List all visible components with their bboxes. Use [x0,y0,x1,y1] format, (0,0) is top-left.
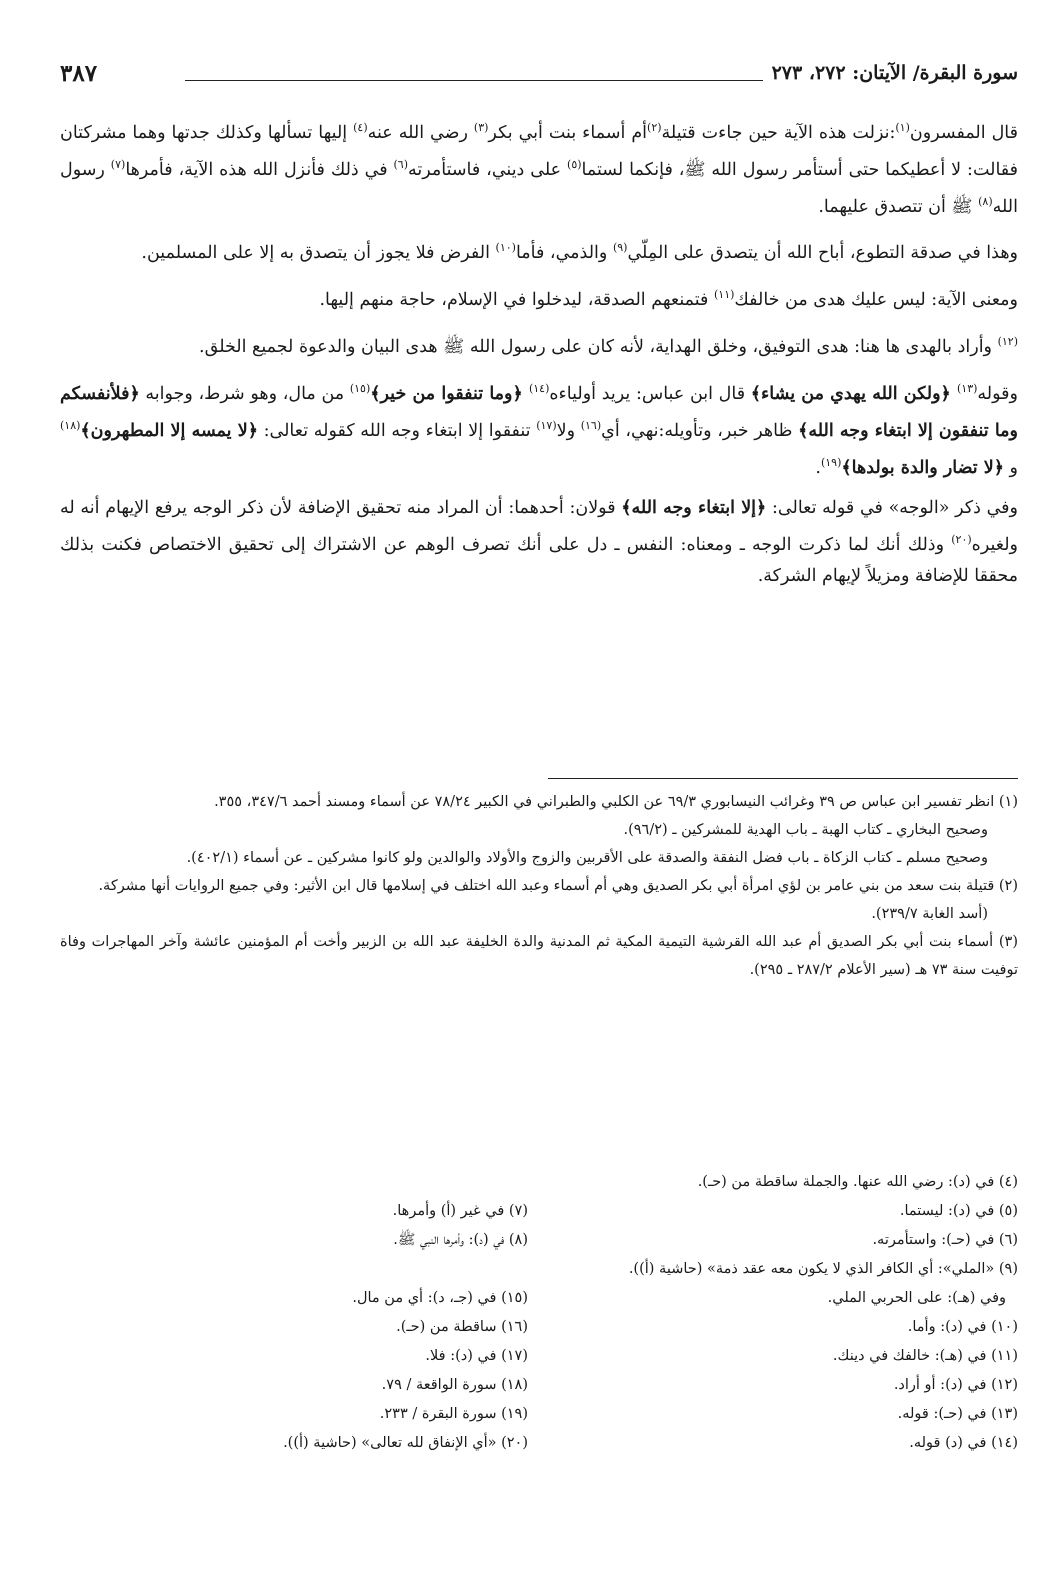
footnote-ref: (٤) [353,121,368,134]
page-header [60,58,1018,98]
text-run: رضي الله عنه [367,122,474,143]
footnote-ref: (١٤) [528,381,550,395]
quran-quote: ﴿لا يمسه إلا المطهرون﴾ [80,420,258,441]
text-run: وفي ذكر «الوجه» في قوله تعالى: [766,498,1018,519]
footnote-ref: (٩) [612,241,628,255]
text-run: ﷺ أن تتصدق عليهما. [818,196,979,217]
footnote-18: (١٨) سورة الواقعة / ٧٩. [381,1377,528,1393]
paragraph-5 [60,373,1018,483]
text-run: الفرض فلا يجوز أن يتصدق به إلا على المسلمين. [141,243,496,264]
column-spacer [68,1255,528,1284]
paragraph-1 [60,112,1018,222]
running-title: سورة البقرة/ الآيتان: ٢٧٢، ٢٧٣ [771,62,1018,84]
footnote-ref: (١٦) [580,418,602,432]
footnote-4: (٤) في (د): رضي الله عنها. والجملة ساقطة من (حـ). [697,1174,1018,1190]
text-run: ومعنى الآية: ليس عليك هدى من خالفك [734,290,1018,311]
footnote-column-left [68,1168,528,1458]
footnote-5: (٥) في (د): ليستما. [899,1203,1018,1219]
text-run: من مال، وهو شرط، وجوابه [139,383,350,404]
footnote-11: (١١) في (هـ): خالفك في دينك. [832,1348,1018,1364]
text-run: :نزلت هذه الآية حين جاءت قتيلة [661,122,896,143]
text-run: في ذلك فأنزل الله هذه الآية، فأمرها [125,159,394,180]
footnote-ref: (٣) [473,121,489,134]
footnote-ref: (١) [895,121,910,134]
footnote-ref: (٢٠) [951,533,972,547]
footnote-15: (١٥) في (جـ، د): أي من مال. [352,1290,528,1306]
text-run: فتمنعهم الصدقة، ليدخلوا في الإسلام، حاجة منهم إليها. [319,290,714,311]
text-run: والذمي، فأما [515,243,613,264]
footnote-ref: (٢) [647,121,662,134]
text-run: تنفقوا إلا ابتغاء وجه الله كقوله تعالى: [257,420,537,441]
footnote-10: (١٠) في (د): وأما. [907,1319,1018,1335]
text-run: قولان: أحدهما: أن المراد منه تحقيق الإضافة لأن ذكر الوجه يرفع الإيهام أنه له ولغيره [60,498,1018,556]
text-run: وذلك أنك لما ذكرت الوجه ـ ومعناه: النفس ـ دل على أنك تصرف الوهم عن الاشتراك إلى تحقيق الاختصاص فكنت بذلك محققا للإضافة ومزيلاً لإيهام الشركة. [60,535,1018,587]
text-run: وقوله [977,383,1018,404]
footnote-6: (٦) في (حـ): واستأمرته. [872,1232,1018,1248]
footnote-12: (١٢) في (د): أو أراد. [893,1377,1018,1393]
footnote-ref: (١٢) [997,335,1018,349]
text-run: ولا [556,420,581,441]
footnote-2: (٢) قتيلة بنت سعد من بني عامر بن لؤي امرأة أبي بكر الصديق وهي أم أسماء وعبد الله اختلف في إسلامها قال ابن الأثير: وفي جميع الروايات أنها مشركة. [98,878,1018,894]
quran-quote: ﴿لا تضار والدة بولدها﴾ [841,457,1004,478]
text-run: وأراد بالهدى ها هنا: هدى التوفيق، وخلق الهداية، لأنه كان على رسول الله ﷺ هدى البيان والدعوة لجميع الخلق. [199,336,998,357]
text-run: ظاهر خبر، وتأويله:نهي، أي [601,420,799,441]
footnote-column-right [548,1168,1018,1458]
header-rule [185,80,763,81]
quran-quote: ﴿ولكن الله يهدي من يشاء﴾ [750,383,957,404]
footnote-ref: (٧) [110,157,126,171]
footnote-ref: (١٩) [820,455,842,469]
footnote-1-bukhari: وصحيح البخاري ـ كتاب الهبة ـ باب الهدية للمشركين ـ (٩٦/٢). [623,822,988,838]
footnote-1: (١) انظر تفسير ابن عباس ص ٣٩ وغرائب النيسابوري ٦٩/٣ عن الكلبي والطبراني في الكبير ٧٨/٢٤ عن أسماء ومسند أحمد ٣٤٧/٦، ٣٥٥. [214,794,1018,810]
footnote-ref: (٥) [567,157,582,171]
text-run: قال المفسرون [909,122,1019,143]
footnote-ref: (١٧) [536,418,557,432]
footnote-3: (٣) أسماء بنت أبي بكر الصديق أم عبد الله القرشية التيمية المكية ثم المدنية والدة الخليفة عبد الله بن الزبير وأخت أم المؤمنين عائشة وآخر المهاجرات وفاة توفيت سنة ٧٣ هـ (سير الأعلام ٢٨٧/٢ ـ ٢٩٥). [60,934,1018,978]
paragraph-3 [60,279,1018,316]
footnote-7: (٧) في غير (أ) وأمرها. [392,1203,528,1219]
footnote-ref: (١١) [713,288,735,302]
text-run: و [1003,457,1018,478]
footnote-ref: (٨) [978,194,993,208]
quran-quote: ﴿وما تنفقوا من خير﴾ [370,383,529,404]
paragraph-2 [60,232,1018,269]
text-run: وهذا في صدقة التطوع، أباح الله أن يتصدق على المِلّي [627,243,1018,264]
footnote-8: (٨) في (د): وأمرها النبي ﷺ. [393,1232,528,1248]
footnote-2-source: (أسد الغابة ٢٣٩/٧). [871,906,988,922]
footnote-9: (٩) «الملي»: أي الكافر الذي لا يكون معه عقد ذمة» (حاشية (أ)). [628,1261,1018,1277]
footnote-17: (١٧) في (د): فلا. [425,1348,528,1364]
footnote-9-variant: وفي (هـ): على الحربي الملي. [827,1290,1006,1306]
footnote-19: (١٩) سورة البقرة / ٢٣٣. [379,1406,528,1422]
footnote-ref: (١٠) [495,241,516,255]
paragraph-4 [60,326,1018,363]
footnote-20: (٢٠) «أي الإنفاق لله تعالى» (حاشية (أ)). [283,1435,528,1451]
footnote-1-muslim: وصحيح مسلم ـ كتاب الزكاة ـ باب فضل النفقة والصدقة على الأقربين والزوج والأولاد والوالدين ولو كانوا مشركين ـ عن أسماء (٤٠٢/١). [186,850,988,866]
footnote-14: (١٤) في (د) قوله. [909,1435,1018,1451]
footnote-ref: (١٥) [349,381,371,395]
text-run: أم أسماء بنت أبي بكر [488,122,648,143]
text-run: إليها تسألها وكذلك جدتها وهما مشركتان فقالت: لا أعطيكما حتى أستأمر رسول الله ﷺ، فإنكما لستما [60,122,1019,180]
text-run: قال ابن عباس: يريد أولياءه [549,383,751,404]
footnotes [60,788,1018,984]
paragraph-6 [60,493,1018,592]
footnote-separator [548,778,1018,779]
footnote-ref: (١٣) [957,381,978,395]
footnote-ref: (٦) [393,157,408,171]
footnote-16: (١٦) ساقطة من (حـ). [396,1319,528,1335]
quran-quote: ﴿إلا ابتغاء وجه الله﴾ [621,498,767,519]
text-run: رسول الله [60,159,1018,217]
text-run: على ديني، فاستأمرته [408,159,568,180]
quran-quote: ﴿فلأنفسكم وما تنفقون إلا ابتغاء وجه الله﴾ [60,383,1018,441]
main-text [60,112,1018,602]
page-number: ٣٨٧ [60,60,98,87]
footnote-ref: (١٨) [60,418,81,432]
footnote-columns [60,1168,1018,1498]
footnote-13: (١٣) في (حـ): قوله. [897,1406,1018,1422]
text-run: . [815,457,821,478]
column-spacer [68,1168,528,1197]
